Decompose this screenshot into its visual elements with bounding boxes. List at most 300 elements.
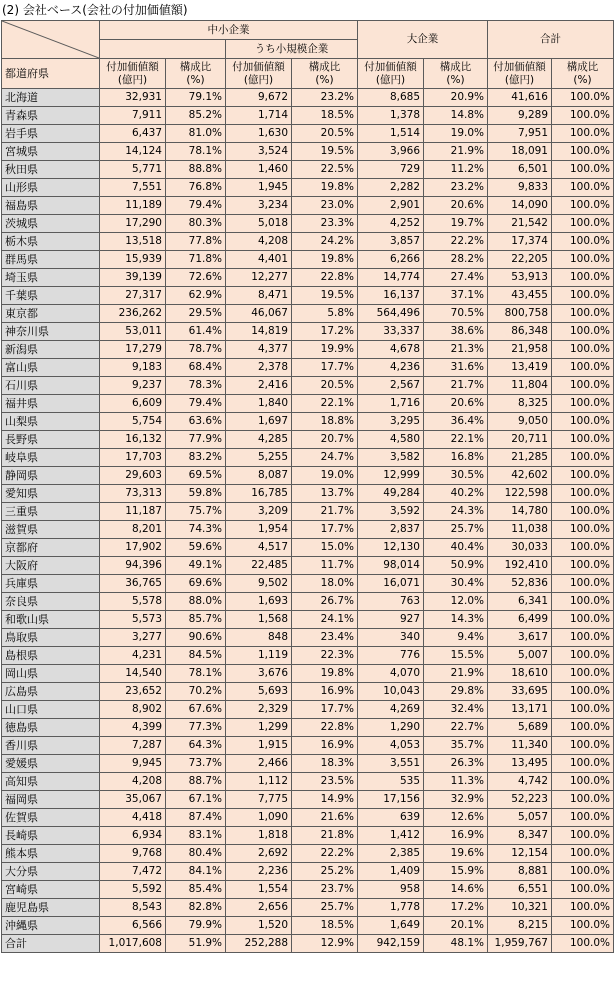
table-row bbox=[2, 287, 614, 305]
prefecture-name: 兵庫県 bbox=[2, 575, 100, 593]
cell-sme-v: 36,765 bbox=[100, 575, 166, 593]
cell-small-p: 22.1% bbox=[292, 395, 358, 413]
cell-total-v: 42,602 bbox=[488, 467, 552, 485]
cell-total-v: 21,958 bbox=[488, 341, 552, 359]
cell-large-p: 36.4% bbox=[424, 413, 488, 431]
table-row bbox=[2, 863, 614, 881]
cell-large-p: 11.2% bbox=[424, 161, 488, 179]
cell-sme-v: 5,578 bbox=[100, 593, 166, 611]
prefecture-name: 宮崎県 bbox=[2, 881, 100, 899]
cell-small-p: 18.0% bbox=[292, 575, 358, 593]
diagonal-line bbox=[2, 21, 99, 58]
cell-large-p: 21.9% bbox=[424, 143, 488, 161]
table-row bbox=[2, 629, 614, 647]
cell-large-v: 535 bbox=[358, 773, 424, 791]
cell-sme-p: 59.8% bbox=[166, 485, 226, 503]
cell-total-v: 5,689 bbox=[488, 719, 552, 737]
table-row bbox=[2, 215, 614, 233]
cell-small-p: 24.7% bbox=[292, 449, 358, 467]
cell-sme-p: 67.6% bbox=[166, 701, 226, 719]
cell-total-v: 53,913 bbox=[488, 269, 552, 287]
cell-sme-p: 59.6% bbox=[166, 539, 226, 557]
cell-sme-p: 78.3% bbox=[166, 377, 226, 395]
cell-total-p: 100.0% bbox=[552, 413, 614, 431]
cell-sme-p: 62.9% bbox=[166, 287, 226, 305]
cell-sme-v: 6,934 bbox=[100, 827, 166, 845]
cell-large-v: 4,053 bbox=[358, 737, 424, 755]
cell-small-p: 22.3% bbox=[292, 647, 358, 665]
cell-sme-p: 76.8% bbox=[166, 179, 226, 197]
cell-small-v: 1,693 bbox=[226, 593, 292, 611]
cell-small-p: 25.7% bbox=[292, 899, 358, 917]
total-row bbox=[2, 935, 614, 953]
cell-small-p: 21.7% bbox=[292, 503, 358, 521]
table-row bbox=[2, 161, 614, 179]
cell-total-p: 100.0% bbox=[552, 539, 614, 557]
cell-small-v: 848 bbox=[226, 629, 292, 647]
cell-small-p: 19.8% bbox=[292, 665, 358, 683]
cell-large-v: 4,678 bbox=[358, 341, 424, 359]
cell-sme-v: 7,472 bbox=[100, 863, 166, 881]
cell-total-v: 30,033 bbox=[488, 539, 552, 557]
table-row bbox=[2, 323, 614, 341]
cell-sme-v: 8,201 bbox=[100, 521, 166, 539]
cell-large-p: 28.2% bbox=[424, 251, 488, 269]
cell-sme-v: 4,231 bbox=[100, 647, 166, 665]
cell-total-p: 100.0% bbox=[552, 395, 614, 413]
cell-small-v: 1,090 bbox=[226, 809, 292, 827]
table-row bbox=[2, 485, 614, 503]
cell-sme-v: 9,945 bbox=[100, 755, 166, 773]
cell-small-v: 2,416 bbox=[226, 377, 292, 395]
header-total-share: 構成比 (%) bbox=[552, 59, 614, 89]
cell-total-p: 100.0% bbox=[552, 575, 614, 593]
cell-large-p: 17.2% bbox=[424, 899, 488, 917]
cell-total-v: 13,495 bbox=[488, 755, 552, 773]
cell-total-p: 100.0% bbox=[552, 737, 614, 755]
cell-small-v: 1,630 bbox=[226, 125, 292, 143]
cell-small-v: 3,209 bbox=[226, 503, 292, 521]
cell-sme-p: 63.6% bbox=[166, 413, 226, 431]
cell-total-v: 4,742 bbox=[488, 773, 552, 791]
cell-total-v: 43,455 bbox=[488, 287, 552, 305]
cell-small-p: 20.5% bbox=[292, 125, 358, 143]
prefecture-name: 大阪府 bbox=[2, 557, 100, 575]
header-total-value: 付加価値額 (億円) bbox=[488, 59, 552, 89]
cell-total-p: 100.0% bbox=[552, 467, 614, 485]
cell-large-v: 33,337 bbox=[358, 323, 424, 341]
cell-total-p: 100.0% bbox=[552, 521, 614, 539]
cell-small-v: 2,378 bbox=[226, 359, 292, 377]
cell-small-p: 5.8% bbox=[292, 305, 358, 323]
cell-small-v: 1,954 bbox=[226, 521, 292, 539]
cell-small-p: 19.5% bbox=[292, 143, 358, 161]
cell-sme-v: 16,132 bbox=[100, 431, 166, 449]
cell-total-p: 100.0% bbox=[552, 305, 614, 323]
cell-small-v: 12,277 bbox=[226, 269, 292, 287]
cell-large-p: 48.1% bbox=[424, 935, 488, 953]
cell-total-p: 100.0% bbox=[552, 701, 614, 719]
cell-total-v: 21,285 bbox=[488, 449, 552, 467]
cell-sme-p: 71.8% bbox=[166, 251, 226, 269]
cell-sme-p: 85.4% bbox=[166, 881, 226, 899]
cell-total-p: 100.0% bbox=[552, 287, 614, 305]
table-body bbox=[2, 89, 614, 953]
prefecture-name: 福井県 bbox=[2, 395, 100, 413]
cell-large-v: 2,901 bbox=[358, 197, 424, 215]
cell-large-v: 2,837 bbox=[358, 521, 424, 539]
cell-sme-v: 27,317 bbox=[100, 287, 166, 305]
table-row bbox=[2, 359, 614, 377]
cell-sme-v: 11,187 bbox=[100, 503, 166, 521]
cell-large-v: 4,580 bbox=[358, 431, 424, 449]
cell-small-v: 16,785 bbox=[226, 485, 292, 503]
cell-sme-p: 67.1% bbox=[166, 791, 226, 809]
prefecture-name: 熊本県 bbox=[2, 845, 100, 863]
table-row bbox=[2, 683, 614, 701]
cell-total-p: 100.0% bbox=[552, 233, 614, 251]
cell-small-p: 21.6% bbox=[292, 809, 358, 827]
cell-large-v: 17,156 bbox=[358, 791, 424, 809]
cell-sme-p: 77.3% bbox=[166, 719, 226, 737]
cell-sme-v: 4,399 bbox=[100, 719, 166, 737]
cell-small-v: 4,377 bbox=[226, 341, 292, 359]
cell-small-p: 18.5% bbox=[292, 107, 358, 125]
cell-small-p: 18.5% bbox=[292, 917, 358, 935]
cell-total-p: 100.0% bbox=[552, 449, 614, 467]
prefecture-name: 徳島県 bbox=[2, 719, 100, 737]
cell-sme-p: 49.1% bbox=[166, 557, 226, 575]
prefecture-name: 石川県 bbox=[2, 377, 100, 395]
cell-large-p: 70.5% bbox=[424, 305, 488, 323]
cell-total-v: 21,542 bbox=[488, 215, 552, 233]
cell-total-p: 100.0% bbox=[552, 485, 614, 503]
prefecture-name: 長野県 bbox=[2, 431, 100, 449]
table-row bbox=[2, 755, 614, 773]
cell-total-v: 5,007 bbox=[488, 647, 552, 665]
prefecture-name: 秋田県 bbox=[2, 161, 100, 179]
prefecture-name: 栃木県 bbox=[2, 233, 100, 251]
cell-total-v: 5,057 bbox=[488, 809, 552, 827]
cell-large-v: 4,070 bbox=[358, 665, 424, 683]
cell-small-p: 16.9% bbox=[292, 683, 358, 701]
header-large-value: 付加価値額 (億円) bbox=[358, 59, 424, 89]
cell-sme-v: 53,011 bbox=[100, 323, 166, 341]
table-row bbox=[2, 431, 614, 449]
cell-small-v: 46,067 bbox=[226, 305, 292, 323]
cell-small-p: 20.7% bbox=[292, 431, 358, 449]
cell-small-v: 9,672 bbox=[226, 89, 292, 107]
cell-total-v: 7,951 bbox=[488, 125, 552, 143]
cell-total-p: 100.0% bbox=[552, 359, 614, 377]
table-row bbox=[2, 917, 614, 935]
cell-sme-p: 73.7% bbox=[166, 755, 226, 773]
prefecture-name: 愛媛県 bbox=[2, 755, 100, 773]
cell-total-v: 33,695 bbox=[488, 683, 552, 701]
cell-sme-v: 5,573 bbox=[100, 611, 166, 629]
cell-large-p: 22.1% bbox=[424, 431, 488, 449]
cell-total-v: 41,616 bbox=[488, 89, 552, 107]
cell-total-p: 100.0% bbox=[552, 377, 614, 395]
table-row bbox=[2, 197, 614, 215]
header-large: 大企業 bbox=[358, 21, 488, 59]
cell-small-p: 19.9% bbox=[292, 341, 358, 359]
table-row bbox=[2, 143, 614, 161]
cell-small-p: 17.2% bbox=[292, 323, 358, 341]
cell-sme-v: 5,592 bbox=[100, 881, 166, 899]
cell-sme-v: 8,902 bbox=[100, 701, 166, 719]
prefecture-name: 青森県 bbox=[2, 107, 100, 125]
table-row bbox=[2, 449, 614, 467]
cell-total-p: 100.0% bbox=[552, 503, 614, 521]
prefecture-name: 愛知県 bbox=[2, 485, 100, 503]
prefecture-name: 沖縄県 bbox=[2, 917, 100, 935]
cell-large-p: 25.7% bbox=[424, 521, 488, 539]
prefecture-name: 宮城県 bbox=[2, 143, 100, 161]
cell-sme-p: 77.9% bbox=[166, 431, 226, 449]
cell-large-p: 15.9% bbox=[424, 863, 488, 881]
header-small: うち小規模企業 bbox=[226, 40, 358, 59]
header-sme-share: 構成比 (%) bbox=[166, 59, 226, 89]
cell-total-v: 10,321 bbox=[488, 899, 552, 917]
cell-large-p: 12.0% bbox=[424, 593, 488, 611]
cell-large-p: 15.5% bbox=[424, 647, 488, 665]
cell-large-v: 12,130 bbox=[358, 539, 424, 557]
cell-total-p: 100.0% bbox=[552, 197, 614, 215]
cell-total-v: 11,038 bbox=[488, 521, 552, 539]
cell-sme-v: 6,437 bbox=[100, 125, 166, 143]
cell-total-v: 6,341 bbox=[488, 593, 552, 611]
table-row bbox=[2, 89, 614, 107]
cell-small-p: 23.7% bbox=[292, 881, 358, 899]
cell-small-v: 1,945 bbox=[226, 179, 292, 197]
cell-sme-v: 7,551 bbox=[100, 179, 166, 197]
cell-sme-p: 51.9% bbox=[166, 935, 226, 953]
header-sme: 中小企業 bbox=[100, 21, 358, 40]
cell-large-v: 3,966 bbox=[358, 143, 424, 161]
cell-total-v: 18,610 bbox=[488, 665, 552, 683]
cell-sme-v: 4,418 bbox=[100, 809, 166, 827]
cell-sme-v: 9,183 bbox=[100, 359, 166, 377]
cell-small-v: 1,520 bbox=[226, 917, 292, 935]
cell-small-v: 8,087 bbox=[226, 467, 292, 485]
cell-small-v: 1,460 bbox=[226, 161, 292, 179]
cell-total-p: 100.0% bbox=[552, 611, 614, 629]
cell-sme-v: 1,017,608 bbox=[100, 935, 166, 953]
table-row bbox=[2, 377, 614, 395]
cell-total-p: 100.0% bbox=[552, 269, 614, 287]
cell-large-p: 21.9% bbox=[424, 665, 488, 683]
prefecture-name: 福島県 bbox=[2, 197, 100, 215]
prefecture-name: 岐阜県 bbox=[2, 449, 100, 467]
cell-sme-v: 5,754 bbox=[100, 413, 166, 431]
cell-total-p: 100.0% bbox=[552, 899, 614, 917]
cell-small-p: 22.8% bbox=[292, 719, 358, 737]
cell-small-v: 1,119 bbox=[226, 647, 292, 665]
cell-large-p: 20.1% bbox=[424, 917, 488, 935]
cell-sme-p: 79.4% bbox=[166, 395, 226, 413]
prefecture-name: 山梨県 bbox=[2, 413, 100, 431]
cell-total-p: 100.0% bbox=[552, 557, 614, 575]
table-row bbox=[2, 593, 614, 611]
table-row bbox=[2, 395, 614, 413]
cell-sme-p: 83.2% bbox=[166, 449, 226, 467]
prefecture-name: 和歌山県 bbox=[2, 611, 100, 629]
cell-sme-v: 17,703 bbox=[100, 449, 166, 467]
table-row bbox=[2, 773, 614, 791]
cell-large-v: 3,857 bbox=[358, 233, 424, 251]
cell-sme-p: 74.3% bbox=[166, 521, 226, 539]
cell-small-v: 4,401 bbox=[226, 251, 292, 269]
cell-total-v: 8,325 bbox=[488, 395, 552, 413]
table-row bbox=[2, 611, 614, 629]
cell-sme-v: 15,939 bbox=[100, 251, 166, 269]
cell-sme-v: 3,277 bbox=[100, 629, 166, 647]
cell-total-v: 13,171 bbox=[488, 701, 552, 719]
cell-total-p: 100.0% bbox=[552, 917, 614, 935]
cell-sme-p: 85.7% bbox=[166, 611, 226, 629]
cell-small-v: 4,208 bbox=[226, 233, 292, 251]
cell-total-p: 100.0% bbox=[552, 431, 614, 449]
cell-sme-v: 35,067 bbox=[100, 791, 166, 809]
cell-large-v: 98,014 bbox=[358, 557, 424, 575]
header-large-share: 構成比 (%) bbox=[424, 59, 488, 89]
cell-large-v: 4,252 bbox=[358, 215, 424, 233]
cell-total-p: 100.0% bbox=[552, 89, 614, 107]
cell-sme-v: 5,771 bbox=[100, 161, 166, 179]
cell-sme-p: 29.5% bbox=[166, 305, 226, 323]
cell-sme-p: 79.9% bbox=[166, 917, 226, 935]
cell-large-p: 19.6% bbox=[424, 845, 488, 863]
cell-small-v: 2,236 bbox=[226, 863, 292, 881]
cell-large-v: 763 bbox=[358, 593, 424, 611]
cell-sme-p: 83.1% bbox=[166, 827, 226, 845]
cell-sme-v: 17,279 bbox=[100, 341, 166, 359]
prefecture-name: 茨城県 bbox=[2, 215, 100, 233]
table-row bbox=[2, 719, 614, 737]
cell-large-p: 19.7% bbox=[424, 215, 488, 233]
prefecture-name: 埼玉県 bbox=[2, 269, 100, 287]
cell-sme-v: 14,124 bbox=[100, 143, 166, 161]
cell-total-v: 13,419 bbox=[488, 359, 552, 377]
value-added-table bbox=[1, 20, 614, 953]
table-row bbox=[2, 341, 614, 359]
table-row bbox=[2, 503, 614, 521]
cell-sme-v: 7,287 bbox=[100, 737, 166, 755]
cell-sme-p: 88.8% bbox=[166, 161, 226, 179]
cell-small-v: 5,255 bbox=[226, 449, 292, 467]
prefecture-name: 佐賀県 bbox=[2, 809, 100, 827]
cell-small-p: 18.3% bbox=[292, 755, 358, 773]
cell-large-v: 958 bbox=[358, 881, 424, 899]
cell-sme-p: 81.0% bbox=[166, 125, 226, 143]
cell-large-p: 12.6% bbox=[424, 809, 488, 827]
cell-sme-p: 85.2% bbox=[166, 107, 226, 125]
cell-total-p: 100.0% bbox=[552, 629, 614, 647]
cell-large-v: 340 bbox=[358, 629, 424, 647]
cell-small-v: 8,471 bbox=[226, 287, 292, 305]
cell-total-p: 100.0% bbox=[552, 143, 614, 161]
prefecture-name: 三重県 bbox=[2, 503, 100, 521]
cell-large-v: 942,159 bbox=[358, 935, 424, 953]
prefecture-name: 新潟県 bbox=[2, 341, 100, 359]
cell-sme-v: 8,543 bbox=[100, 899, 166, 917]
cell-large-v: 6,266 bbox=[358, 251, 424, 269]
table-row bbox=[2, 899, 614, 917]
prefecture-name: 滋賀県 bbox=[2, 521, 100, 539]
cell-small-p: 23.5% bbox=[292, 773, 358, 791]
cell-sme-p: 80.4% bbox=[166, 845, 226, 863]
cell-large-v: 1,412 bbox=[358, 827, 424, 845]
cell-sme-p: 88.0% bbox=[166, 593, 226, 611]
cell-sme-v: 6,566 bbox=[100, 917, 166, 935]
prefecture-name: 京都府 bbox=[2, 539, 100, 557]
prefecture-name: 神奈川県 bbox=[2, 323, 100, 341]
table-row bbox=[2, 575, 614, 593]
cell-sme-v: 23,652 bbox=[100, 683, 166, 701]
prefecture-name: 鹿児島県 bbox=[2, 899, 100, 917]
cell-total-p: 100.0% bbox=[552, 683, 614, 701]
table-row bbox=[2, 179, 614, 197]
cell-large-v: 1,514 bbox=[358, 125, 424, 143]
cell-small-p: 19.5% bbox=[292, 287, 358, 305]
cell-small-p: 13.7% bbox=[292, 485, 358, 503]
cell-total-p: 100.0% bbox=[552, 593, 614, 611]
cell-total-v: 6,551 bbox=[488, 881, 552, 899]
cell-sme-p: 88.7% bbox=[166, 773, 226, 791]
cell-large-v: 729 bbox=[358, 161, 424, 179]
cell-sme-p: 84.1% bbox=[166, 863, 226, 881]
cell-small-v: 1,818 bbox=[226, 827, 292, 845]
cell-large-v: 2,385 bbox=[358, 845, 424, 863]
cell-total-v: 86,348 bbox=[488, 323, 552, 341]
cell-small-p: 12.9% bbox=[292, 935, 358, 953]
cell-large-v: 49,284 bbox=[358, 485, 424, 503]
cell-small-v: 4,517 bbox=[226, 539, 292, 557]
prefecture-name: 山形県 bbox=[2, 179, 100, 197]
cell-sme-p: 87.4% bbox=[166, 809, 226, 827]
cell-sme-v: 14,540 bbox=[100, 665, 166, 683]
cell-total-p: 100.0% bbox=[552, 125, 614, 143]
cell-small-p: 18.8% bbox=[292, 413, 358, 431]
cell-total-v: 8,215 bbox=[488, 917, 552, 935]
cell-total-v: 6,501 bbox=[488, 161, 552, 179]
cell-total-p: 100.0% bbox=[552, 935, 614, 953]
cell-large-p: 31.6% bbox=[424, 359, 488, 377]
cell-total-v: 9,833 bbox=[488, 179, 552, 197]
cell-total-v: 9,289 bbox=[488, 107, 552, 125]
prefecture-name: 島根県 bbox=[2, 647, 100, 665]
cell-total-v: 18,091 bbox=[488, 143, 552, 161]
cell-total-p: 100.0% bbox=[552, 719, 614, 737]
cell-large-p: 19.0% bbox=[424, 125, 488, 143]
prefecture-name: 富山県 bbox=[2, 359, 100, 377]
cell-small-v: 252,288 bbox=[226, 935, 292, 953]
cell-small-p: 14.9% bbox=[292, 791, 358, 809]
cell-total-v: 192,410 bbox=[488, 557, 552, 575]
cell-small-p: 22.8% bbox=[292, 269, 358, 287]
cell-total-v: 17,374 bbox=[488, 233, 552, 251]
cell-total-p: 100.0% bbox=[552, 647, 614, 665]
cell-large-p: 40.2% bbox=[424, 485, 488, 503]
cell-total-p: 100.0% bbox=[552, 323, 614, 341]
cell-sme-v: 29,603 bbox=[100, 467, 166, 485]
prefecture-name: 大分県 bbox=[2, 863, 100, 881]
cell-large-p: 16.9% bbox=[424, 827, 488, 845]
prefecture-name: 奈良県 bbox=[2, 593, 100, 611]
cell-large-v: 2,282 bbox=[358, 179, 424, 197]
cell-large-p: 27.4% bbox=[424, 269, 488, 287]
